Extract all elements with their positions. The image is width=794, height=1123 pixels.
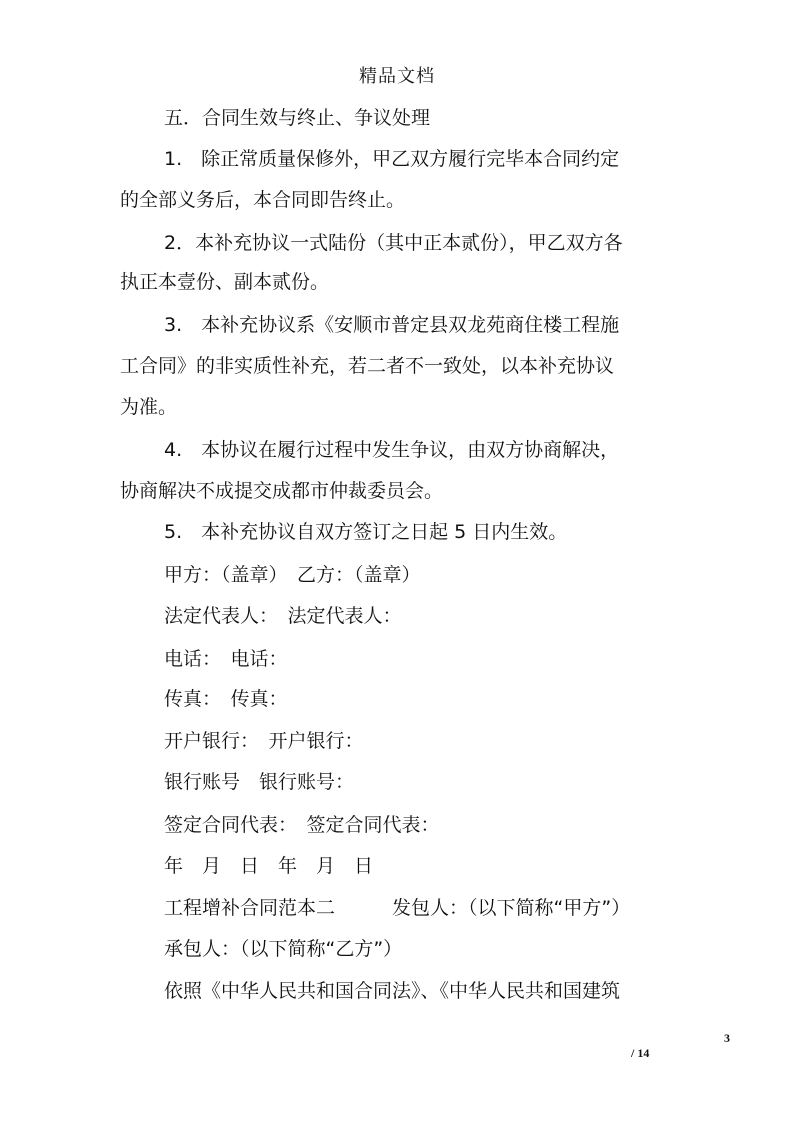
paragraph-line: 协商解决不成提交成都市仲裁委员会。 [120,480,444,502]
signature-line: 电话： 电话： [164,648,288,670]
page-number: 3 [724,1031,730,1045]
signature-line: 传真： 传真： [164,688,288,710]
paragraph-line: 的全部义务后，本合同即告终止。 [120,189,406,211]
signature-line: 签定合同代表： 签定合同代表： [164,814,440,836]
paragraph-line: 3. 本补充协议系《安顺市普定县双龙苑商住楼工程施 [164,314,620,336]
section-heading: 五．合同生效与终止、争议处理 [164,107,431,129]
signature-line: 银行账号 银行账号： [164,771,355,793]
paragraph-line: 1. 除正常质量保修外，甲乙双方履行完毕本合同约定 [164,148,620,170]
paragraph-line: 为准。 [120,396,178,418]
page-total: / 14 [631,1046,650,1060]
date-line: 年 月 日 年 月 日 [164,855,374,877]
paragraph-line: 4. 本协议在履行过程中发生争议，由双方协商解决， [164,439,620,461]
signature-line: 甲方：（盖章） 乙方：（盖章） [164,564,421,586]
paragraph-line: 5. 本补充协议自双方签订之日起 5 日内生效。 [164,521,568,543]
paragraph-line: 依照《中华人民共和国合同法》、《中华人民共和国建筑 [164,980,621,1002]
paragraph-line: 执正本壹份、副本贰份。 [120,271,330,293]
paragraph-line: 2．本补充协议一式陆份（其中正本贰份），甲乙双方各 [164,232,623,254]
paragraph-line: 工合同》的非实质性补充，若二者不一致处，以本补充协议 [120,355,615,377]
signature-line: 法定代表人： 法定代表人： [164,605,402,627]
page-header-title: 精品文档 [359,66,435,87]
paragraph-line: 工程增补合同范本二 发包人：（以下简称“甲方”） [164,897,631,919]
signature-line: 开户银行： 开户银行： [164,730,364,752]
paragraph-line: 承包人：（以下简称“乙方”） [164,938,403,960]
